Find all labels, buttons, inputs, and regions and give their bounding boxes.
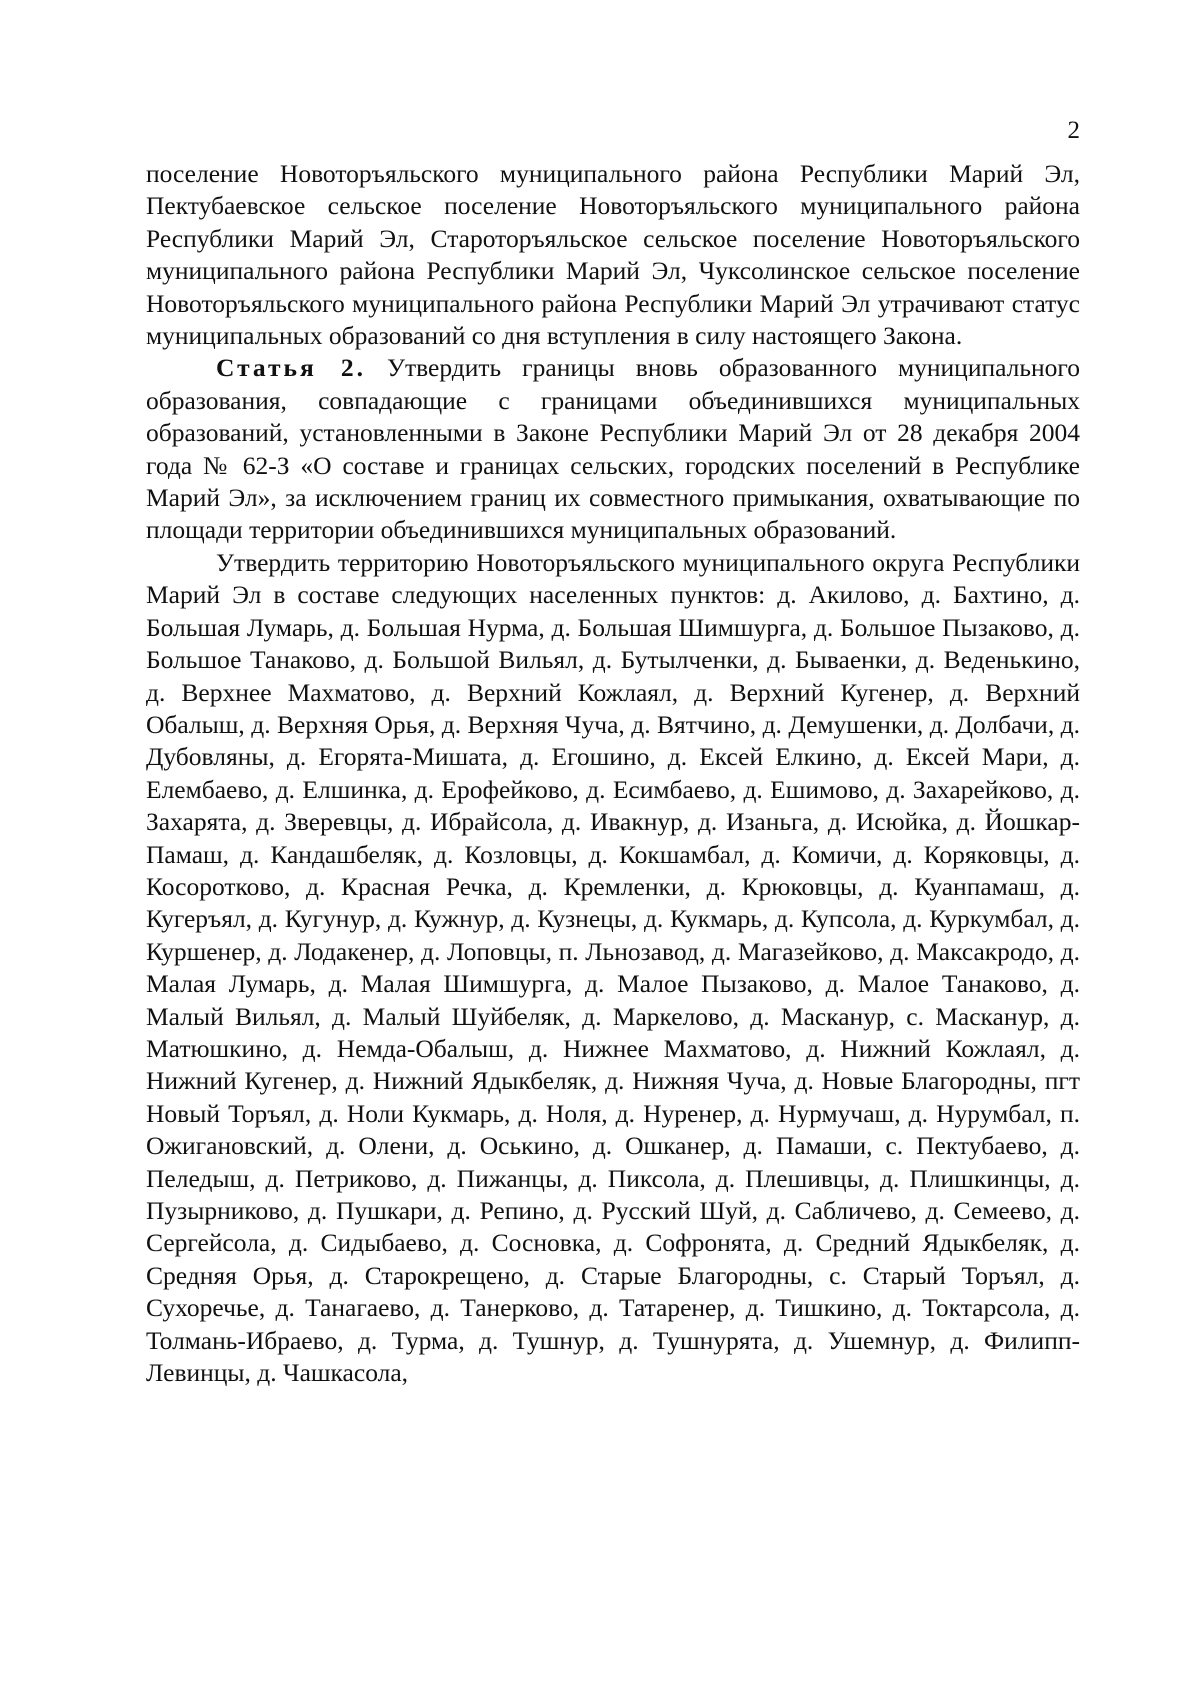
page-number: 2	[1067, 117, 1080, 144]
paragraph-settlements-list: Утвердить территорию Новоторъяльского муниципального округа Республики Марий Эл в составе следующих населенных пунктов: д. Акилово, д. Бахтино, д. Большая Лумарь, д. Большая Нурма, д. Большая Шимшурга, д. Большое Пызаково, д. Большое Танаково, д. Большой Вильял, д. Бутылченки, д. Бываенки, д. Веденькино, д. Верхнее Махматово, д. Верхний Кожлаял, д. Верхний Кугенер, д. Верхний Обалыш, д. Верхняя Орья, д. Верхняя Чуча, д. Вятчино, д. Демушенки, д. Долбачи, д. Дубовляны, д. Егорята-Мишата, д. Егошино, д. Ексей Елкино, д. Ексей Мари, д. Елембаево, д. Елшинка, д. Ерофейково, д. Есимбаево, д. Ешимово, д. Захарейково, д. Захарята, д. Зверевцы, д. Ибрайсола, д. Ивакнур, д. Изаньга, д. Исюйка, д. Йошкар-Памаш, д. Кандашбеляк, д. Козловцы, д. Кокшамбал, д. Комичи, д. Коряковцы, д. Косоротково, д. Красная Речка, д. Кремленки, д. Крюковцы, д. Куанпамаш, д. Кугеръял, д. Кугунур, д. Кужнур, д. Кузнецы, д. Кукмарь, д. Купсола, д. Куркумбал, д. Куршенер, д. Лодакенер, д. Лоповцы, п. Льнозавод, д. Магазейково, д. Максакродо, д. Малая Лумарь, д. Малая Шимшурга, д. Малое Пызаково, д. Малое Танаково, д. Малый Вильял, д. Малый Шуйбеляк, д. Маркелово, д. Масканур, с. Масканур, д. Матюшкино, д. Немда-Обалыш, д. Нижнее Махматово, д. Нижний Кожлаял, д. Нижний Кугенер, д. Нижний Ядыкбеляк, д. Нижняя Чуча, д. Новые Благородны, пгт Новый Торъял, д. Ноли Кукмарь, д. Ноля, д. Нуренер, д. Нурмучаш, д. Нурумбал, п. Ожигановский, д. Олени, д. Оськино, д. Ошканер, д. Памаши, с. Пектубаево, д. Пеледыш, д. Петриково, д. Пижанцы, д. Пиксола, д. Плешивцы, д. Плишкинцы, д. Пузырниково, д. Пушкари, д. Репино, д. Русский Шуй, д. Сабличево, д. Семеево, д. Сергейсола, д. Сидыбаево, д. Сосновка, д. Софронята, д. Средний Ядыкбеляк, д. Средняя Орья, д. Старокрещено, д. Старые Благородны, с. Старый Торъял, д. Сухоречье, д. Танагаево, д. Танерково, д. Татаренер, д. Тишкино, д. Токтарсола, д. Толмань-Ибраево, д. Турма, д. Тушнур, д. Тушнурята, д. Ушемнур, д. Филипп-Левинцы, д. Чашкасола,	[146, 547, 1080, 1388]
paragraph-municipal-status: поселение Новоторъяльского муниципального района Республики Марий Эл, Пектубаевское сельское поселение Новоторъяльского муниципального района Республики Марий Эл, Староторъяльское сельское поселение Новоторъяльского муниципального района Республики Марий Эл, Чуксолинское сельское поселение Новоторъяльского муниципального района Республики Марий Эл утрачивают статус муниципальных образований со дня вступления в силу настоящего Закона.	[146, 159, 1080, 351]
document-body	[146, 158, 1080, 1389]
article-2-label: Статья 2.	[216, 353, 366, 383]
article-2-text: Утвердить границы вновь образованного муниципального образования, совпадающие с границами объединившихся муниципальных образований, установленными в Законе Республики Марий Эл от 28 декабря 2004 года № 62-З «О составе и границах сельских, городских поселений в Республике Марий Эл», за исключением границ их совместного примыкания, охватывающие по площади территории объединившихся муниципальных образований.	[146, 353, 1080, 545]
paragraph-article-2	[146, 352, 1080, 546]
